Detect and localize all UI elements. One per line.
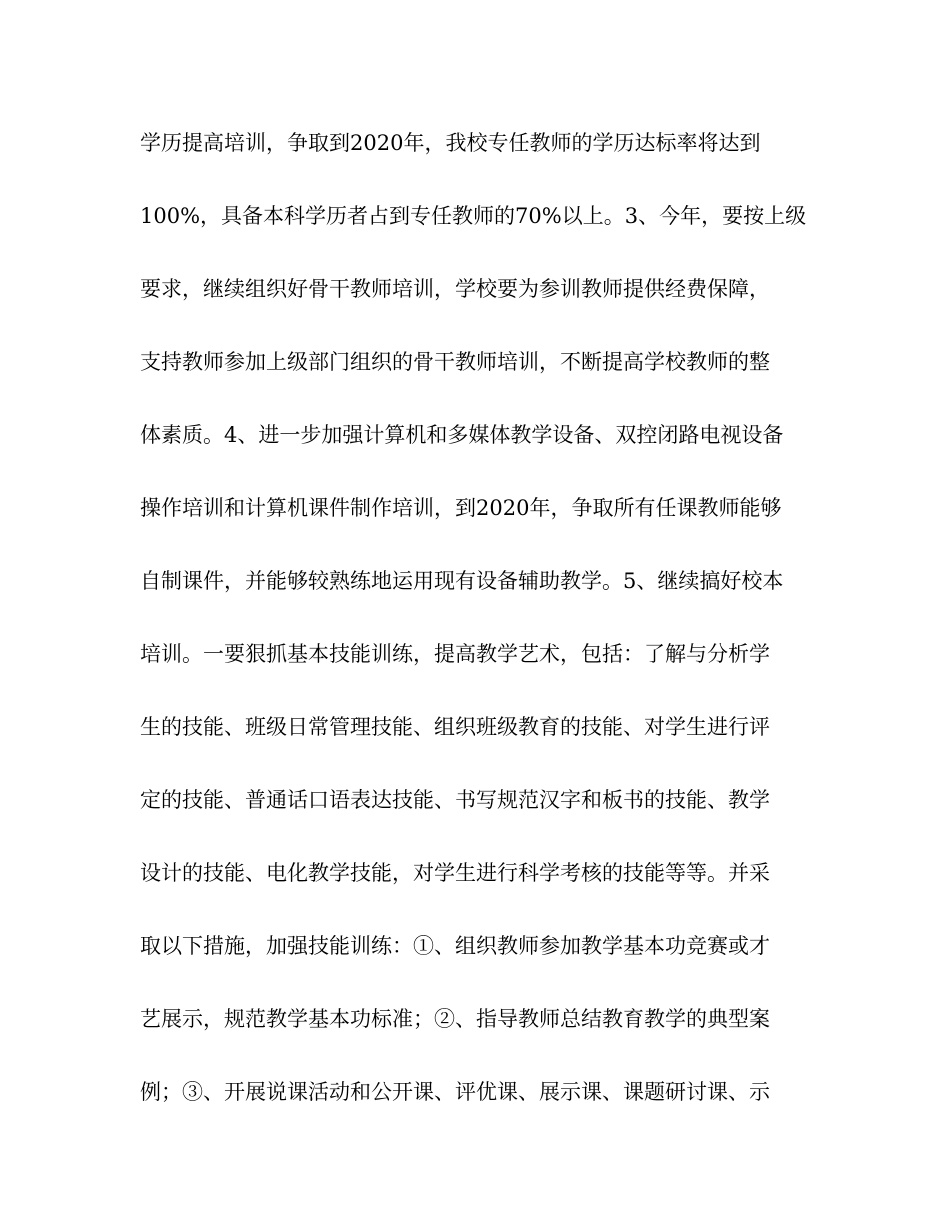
text-line: 支持教师参加上级部门组织的骨干教师培训，不断提高学校教师的整 [140, 350, 770, 374]
text-line: 体素质。4、进一步加强计算机和多媒体教学设备、双控闭路电视设备 [140, 423, 784, 447]
text-line: 要求，继续组织好骨干教师培训，学校要为参训教师提供经费保障， [140, 277, 770, 301]
text-line: 生的技能、班级日常管理技能、组织班级教育的技能、对学生进行评 [140, 715, 770, 739]
text-line: 100%，具备本科学历者占到专任教师的70%以上。3、今年，要按上级 [140, 204, 807, 228]
text-line: 例；③、开展说课活动和公开课、评优课、展示课、课题研讨课、示 [140, 1080, 770, 1104]
text-line: 自制课件，并能够较熟练地运用现有设备辅助教学。5、继续搞好校本 [140, 569, 784, 593]
text-line: 艺展示，规范教学基本功标准；②、指导教师总结教育教学的典型案 [140, 1007, 770, 1031]
text-line: 学历提高培训，争取到2020年，我校专任教师的学历达标率将达到 [140, 131, 761, 155]
text-line: 设计的技能、电化教学技能，对学生进行科学考核的技能等等。并采 [140, 861, 770, 885]
text-line: 操作培训和计算机课件制作培训，到2020年，争取所有任课教师能够 [140, 496, 782, 520]
text-line: 取以下措施，加强技能训练：①、组织教师参加教学基本功竞赛或才 [140, 934, 770, 958]
text-line: 培训。一要狠抓基本技能训练，提高教学艺术，包括：了解与分析学 [140, 642, 770, 666]
text-line: 定的技能、普通话口语表达技能、书写规范汉字和板书的技能、教学 [140, 788, 770, 812]
body-text [140, 120, 820, 1142]
